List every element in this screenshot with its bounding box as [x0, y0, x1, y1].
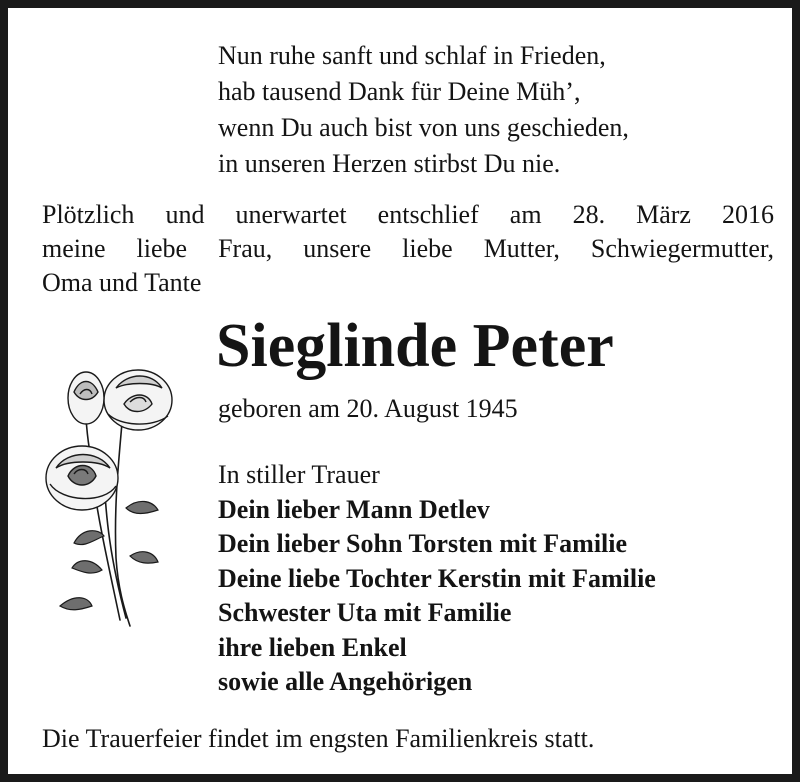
announcement-line: Plötzlich und unerwartet entschlief am 28. März 2016 — [42, 200, 774, 229]
poem-line: wenn Du auch bist von uns geschieden, — [218, 113, 629, 142]
deceased-name: Sieglinde Peter — [216, 312, 614, 380]
birth-date: geboren am 20. August 1945 — [218, 394, 518, 423]
mourner-entry: Dein lieber Sohn Torsten mit Familie — [218, 529, 628, 558]
poem — [218, 38, 629, 182]
mourners — [218, 458, 656, 700]
poem-line: in unseren Herzen stirbst Du nie. — [218, 149, 561, 178]
roses-illustration — [34, 358, 194, 638]
announcement-line: meine liebe Frau, unsere liebe Mutter, Schwiegermutter, — [42, 234, 774, 263]
funeral-note: Die Trauerfeier findet im engsten Familienkreis statt. — [42, 724, 595, 753]
mourner-entry: Schwester Uta mit Familie — [218, 598, 512, 627]
mourner-entry: Dein lieber Mann Detlev — [218, 494, 490, 524]
mourner-entry: Deine liebe Tochter Kerstin mit Familie — [218, 563, 656, 593]
mourner-entry: ihre lieben Enkel — [218, 632, 407, 662]
poem-line: hab tausend Dank für Deine Müh’, — [218, 77, 581, 106]
mourner-entry: sowie alle Angehörigen — [218, 667, 473, 696]
mourners-heading: In stiller Trauer — [218, 460, 380, 489]
poem-line: Nun ruhe sanft und schlaf in Frieden, — [218, 41, 606, 70]
announcement — [42, 198, 774, 300]
announcement-line: Oma und Tante — [42, 268, 202, 297]
